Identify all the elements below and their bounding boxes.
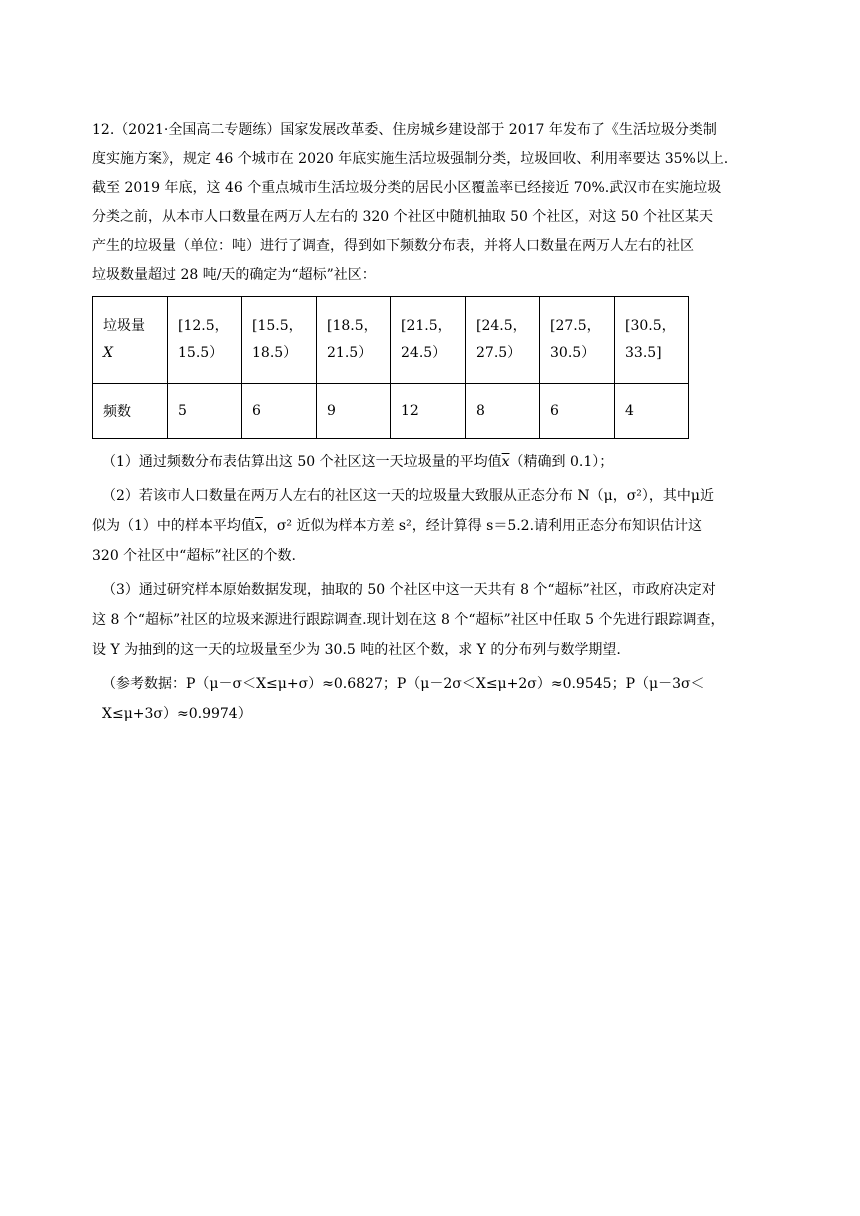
question-2-line: 320 个社区中“超标”社区的个数.	[92, 548, 296, 564]
frequency-cell: 6	[540, 384, 615, 439]
problem-content	[92, 116, 768, 729]
header-label: 垃圾量	[103, 318, 145, 334]
question-2-line: （2）若该市人口数量在两万人左右的社区这一天的垃圾量大致服从正态分布 N（μ，σ²），其中μ近	[102, 488, 714, 504]
frequency-cell: 9	[317, 384, 391, 439]
intro-line: 产生的垃圾量（单位：吨）进行了调查，得到如下频数分布表，并将人口数量在两万人左右的社区	[92, 238, 694, 254]
interval-cell: [24.5， 27.5）	[466, 297, 540, 384]
frequency-cell: 6	[242, 384, 317, 439]
problem-intro	[92, 116, 768, 290]
sample-mean-symbol: $\overline{x}$	[501, 454, 510, 470]
table-row	[93, 384, 689, 439]
question-1: （1）通过频数分布表估算出这 50 个社区这一天垃圾量的平均值$\overline{x}$（精确到 0.1）；	[102, 454, 614, 470]
intro-line: 度实施方案》，规定 46 个城市在 2020 年底实施生活垃圾强制分类，垃圾回收、利用率要达 35%以上.	[92, 151, 729, 167]
interval-cell: [27.5， 30.5）	[540, 297, 615, 384]
frequency-table	[92, 296, 689, 439]
frequency-cell: 12	[391, 384, 466, 439]
interval-cell: [30.5， 33.5]	[615, 297, 689, 384]
frequency-cell: 5	[168, 384, 242, 439]
questions	[92, 447, 768, 729]
interval-cell: [12.5， 15.5）	[168, 297, 242, 384]
intro-line: 分类之前，从本市人口数量在两万人左右的 320 个社区中随机抽取 50 个社区，对这 50 个社区某天	[92, 209, 714, 225]
table-row	[93, 297, 689, 384]
intro-line: 截至 2019 年底，这 46 个重点城市生活垃圾分类的居民小区覆盖率已经接近 70%.武汉市在实施垃圾	[92, 180, 722, 196]
question-2-line: 似为（1）中的样本平均值$\overline{x}$，σ² 近似为样本方差 s²，经计算得 s＝5.2.请利用正态分布知识估计这	[92, 518, 703, 534]
interval-cell: [18.5， 21.5）	[317, 297, 391, 384]
sample-mean-symbol: $\overline{x}$	[254, 518, 263, 534]
question-3-line: （3）通过研究样本原始数据发现，抽取的 50 个社区中这一天共有 8 个“超标”社区，市政府决定对	[102, 582, 716, 598]
question-3-line: 这 8 个“超标”社区的垃圾来源进行跟踪调查.现计划在这 8 个“超标”社区中任取 5 个先进行跟踪调查，	[92, 612, 725, 628]
frequency-cell: 4	[615, 384, 689, 439]
table-header-cell: 频数	[93, 384, 168, 439]
table-header-cell	[93, 297, 168, 384]
interval-cell: [15.5， 18.5）	[242, 297, 317, 384]
reference-data: （参考数据：P（μ－σ＜X≤μ+σ）≈0.6827；P（μ－2σ＜X≤μ+2σ）≈0.9545；P（μ－3σ＜X≤μ+3σ）≈0.9974）	[102, 676, 705, 722]
interval-cell: [21.5， 24.5）	[391, 297, 466, 384]
question-3-line: 设 Y 为抽到的这一天的垃圾量至少为 30.5 吨的社区个数，求 Y 的分布列与数学期望.	[92, 642, 621, 658]
intro-line: 垃圾数量超过 28 吨/天的确定为“超标”社区：	[92, 267, 376, 283]
header-variable: X	[103, 345, 113, 361]
intro-line: 12.（2021·全国高二专题练）国家发展改革委、住房城乡建设部于 2017 年发布了《生活垃圾分类制	[92, 122, 717, 138]
frequency-cell: 8	[466, 384, 540, 439]
